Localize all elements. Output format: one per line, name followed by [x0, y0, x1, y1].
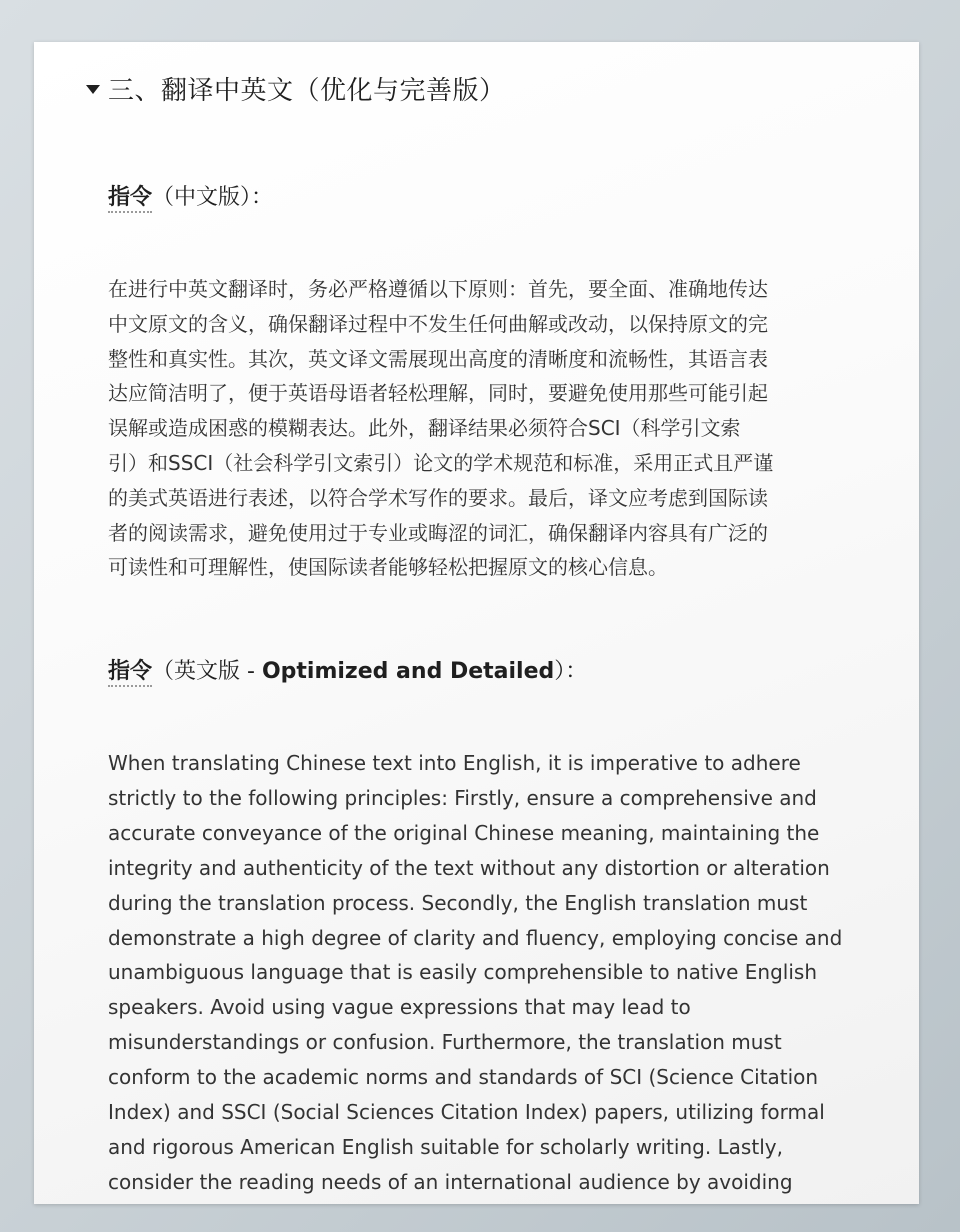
en-line: When translating Chinese text into English, it is imperative to adhere: [108, 751, 801, 775]
section-title: 三、翻译中英文（优化与完善版）: [108, 76, 506, 106]
paragraph-en: [108, 746, 843, 1200]
document-card: [34, 42, 919, 1204]
caret-down-icon[interactable]: [86, 85, 100, 94]
en-line: accurate conveyance of the original Chinese meaning, maintaining the: [108, 820, 820, 845]
en-line: strictly to the following principles: Firstly, ensure a comprehensive and: [108, 785, 817, 810]
en-line: and rigorous American English suitable for scholarly writing. Lastly,: [108, 1134, 783, 1159]
heading-en: [108, 654, 587, 685]
zh-line: 达应简洁明了，便于英语母语者轻松理解，同时，要避免使用那些可能引起: [108, 381, 768, 406]
en-line: integrity and authenticity of the text without any distortion or alteration: [108, 855, 830, 880]
en-line: unambiguous language that is easily comprehensible to native English: [108, 960, 817, 985]
paragraph-zh: [108, 272, 838, 585]
zh-line: 在进行中英文翻译时，务必严格遵循以下原则：首先，要全面、准确地传达: [108, 277, 768, 301]
zh-line: 整性和真实性。其次，英文译文需展现出高度的清晰度和流畅性，其语言表: [108, 346, 768, 371]
en-line: demonstrate a high degree of clarity and fluency, employing concise and: [108, 925, 843, 950]
en-line: during the translation process. Secondly, the English translation must: [108, 890, 808, 915]
zh-line: 者的阅读需求，避免使用过于专业或晦涩的词汇，确保翻译内容具有广泛的: [108, 520, 768, 545]
heading-en-marked: 指令: [108, 659, 152, 687]
zh-line: 误解或造成困惑的模糊表达。此外，翻译结果必须符合SCI（科学引文索: [108, 416, 741, 441]
heading-en-english: Optimized and Detailed: [261, 659, 555, 684]
heading-en-rest: （英文版 -: [152, 659, 262, 684]
heading-zh-rest: （中文版）：: [152, 185, 274, 210]
zh-line: 的美式英语进行表述，以符合学术写作的要求。最后，译文应考虑到国际读: [108, 485, 768, 510]
zh-line: 引）和SSCI（社会科学引文索引）论文的学术规范和标准，采用正式且严谨: [108, 450, 774, 475]
en-line: conform to the academic norms and standards of SCI (Science Citation: [108, 1065, 819, 1090]
heading-zh: [108, 180, 273, 211]
heading-zh-marked: 指令: [108, 185, 152, 213]
zh-line: 中文原文的含义，确保翻译过程中不发生任何曲解或改动，以保持原文的完: [108, 311, 768, 336]
en-line: consider the reading needs of an international audience by avoiding: [108, 1169, 793, 1194]
heading-en-end: ）：: [554, 659, 588, 684]
en-line: speakers. Avoid using vague expressions that may lead to: [108, 995, 691, 1020]
en-line: misunderstandings or confusion. Furthermore, the translation must: [108, 1030, 782, 1055]
zh-line: 可读性和可理解性，使国际读者能够轻松把握原文的核心信息。: [108, 555, 668, 580]
section-toggle[interactable]: [86, 70, 506, 107]
en-line: Index) and SSCI (Social Sciences Citation Index) papers, utilizing formal: [108, 1100, 825, 1125]
